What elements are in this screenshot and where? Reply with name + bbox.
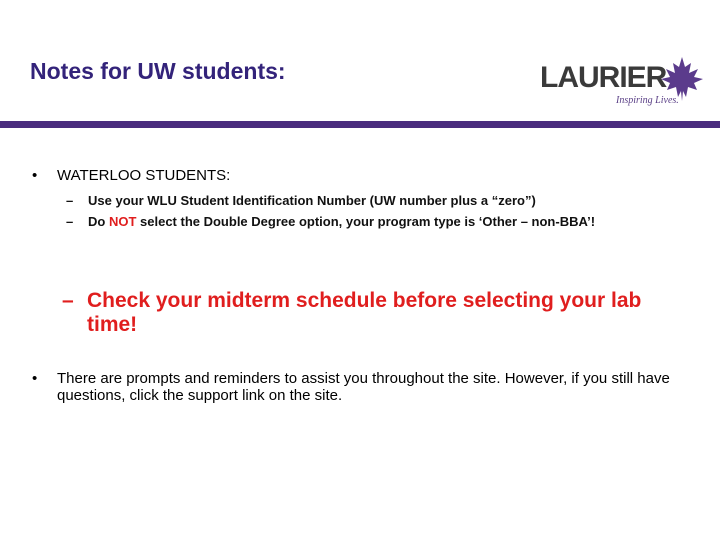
laurier-logo [540,55,710,111]
sub-bullet-text-before: Do [88,214,109,229]
logo-wordmark: LAURIER [540,61,667,94]
bullet-text: WATERLOO STUDENTS: [57,167,231,184]
sub-bullet-text: Use your WLU Student Identification Number (UW number plus a “zero”) [88,193,536,208]
dash-marker: – [66,214,74,229]
bullet-marker: • [32,167,38,184]
dash-marker: – [66,193,74,208]
bullet-marker: • [32,370,38,387]
dash-marker: – [62,289,74,312]
sub-bullet-text-after: select the Double Degree option, your program type is ‘Other – non-BBA’! [136,214,596,229]
midterm-reminder-text: Check your midterm schedule before selecting your lab time! [87,289,642,336]
bullet-text: There are prompts and reminders to assist you throughout the site. However, if you still have questions, click the support link on the site. [57,370,670,404]
emphasis-not: NOT [108,214,137,229]
slide-title: Notes for UW students: [30,58,286,84]
logo-tagline: Inspiring Lives. [616,95,679,106]
header-rule [0,121,720,128]
